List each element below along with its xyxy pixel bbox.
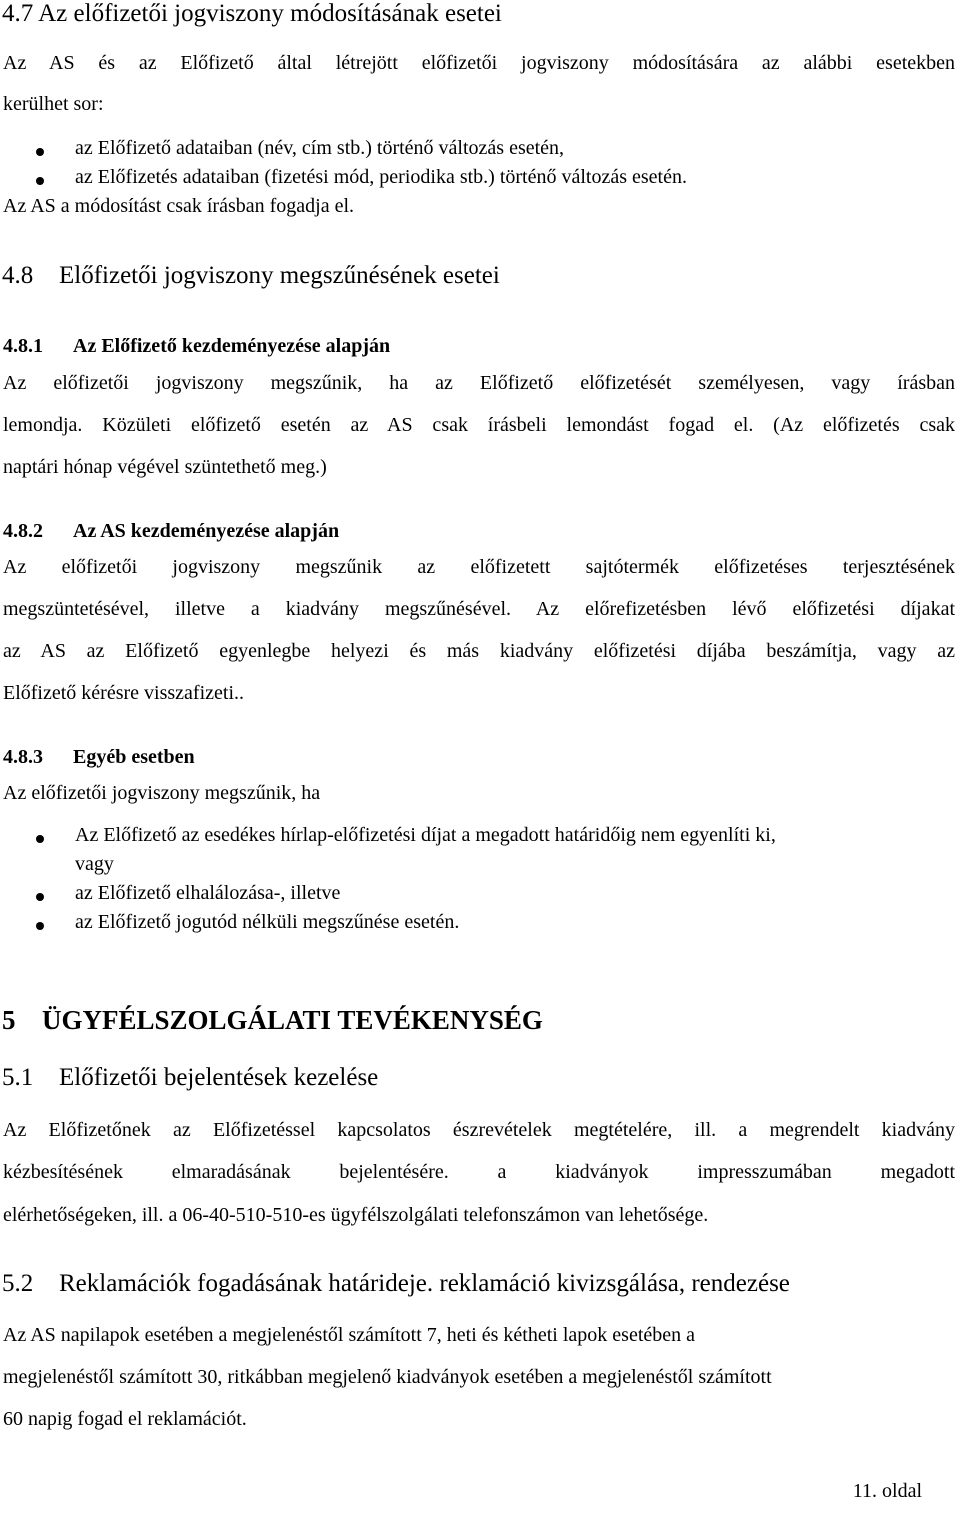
list-item: az Előfizető elhalálozása-, illetve: [75, 882, 341, 904]
paragraph-line: megszüntetésével, illetve a kiadvány megszűnésével. Az előrefizetésben lévő előfizetési díjakat: [3, 598, 955, 620]
paragraph-line: Az AS napilapok esetében a megjelenéstől számított 7, heti és kétheti lapok esetében a: [3, 1324, 696, 1346]
section-4-7-intro-line: Az AS és az Előfizető által létrejött előfizetői jogviszony módosítására az alábbi esetekben: [3, 52, 955, 74]
section-5-1-heading: [2, 1064, 378, 1092]
paragraph-line: naptári hónap végével szüntethető meg.): [3, 456, 327, 478]
paragraph-line: megjelenéstől számított 30, ritkábban megjelenő kiadványok esetében a megjelenéstől számított: [3, 1366, 772, 1388]
bullet-icon: [36, 835, 44, 843]
section-5-2-heading: [2, 1270, 790, 1298]
section-4-8-2-heading: [3, 520, 339, 543]
section-number: 5: [2, 1005, 16, 1035]
section-number: 4.8: [2, 262, 34, 289]
section-number: 4.8.3: [3, 746, 43, 768]
paragraph-line: Az Előfizetőnek az Előfizetéssel kapcsolatos észrevételek megtételére, ill. a megrendelt kiadvány: [3, 1119, 955, 1141]
section-4-8-3-heading: [3, 746, 195, 769]
section-number: 4.8.1: [3, 335, 43, 357]
bullet-icon: [36, 922, 44, 930]
bullet-icon: [36, 893, 44, 901]
list-item: Az Előfizető az esedékes hírlap-előfizetési díjat a megadott határidőig nem egyenlíti ki,: [75, 824, 776, 846]
paragraph-line: lemondja. Közületi előfizető esetén az AS csak írásbeli lemondást fogad el. (Az előfizetés csak: [3, 414, 955, 436]
bullet-icon: [36, 148, 44, 156]
paragraph-line: 60 napig fogad el reklamációt.: [3, 1408, 247, 1430]
page-number: 11. oldal: [852, 1480, 922, 1502]
section-title: Az AS kezdeményezése alapján: [73, 520, 340, 542]
list-item: az Előfizető jogutód nélküli megszűnése esetén.: [75, 911, 460, 933]
bullet-icon: [36, 177, 44, 185]
section-4-7-intro-line: kerülhet sor:: [3, 93, 104, 115]
section-5-heading: [2, 1005, 543, 1036]
section-title: Előfizetői jogviszony megszűnésének esetei: [59, 262, 500, 289]
paragraph-line: elérhetőségeken, ill. a 06-40-510-510-es ügyfélszolgálati telefonszámon van lehetősége.: [3, 1204, 709, 1226]
section-title: ÜGYFÉLSZOLGÁLATI TEVÉKENYSÉG: [42, 1005, 543, 1035]
paragraph-line: Az előfizetői jogviszony megszűnik az előfizetett sajtótermék előfizetéses terjesztésének: [3, 556, 955, 578]
paragraph-line: Előfizető kérésre visszafizeti..: [3, 682, 244, 704]
list-item: az Előfizetés adataiban (fizetési mód, periodika stb.) történő változás esetén.: [75, 166, 687, 188]
section-title: Egyéb esetben: [73, 746, 195, 768]
section-title: Az Előfizető kezdeményezése alapján: [73, 335, 391, 357]
list-item-continuation: vagy: [75, 853, 114, 875]
section-4-8-1-heading: [3, 335, 390, 358]
list-item: az Előfizető adataiban (név, cím stb.) történő változás esetén,: [75, 137, 565, 159]
section-number: 5.2: [2, 1270, 34, 1297]
paragraph-line: Az előfizetői jogviszony megszűnik, ha: [3, 782, 321, 804]
paragraph-line: Az előfizetői jogviszony megszűnik, ha az Előfizető előfizetését személyesen, vagy írásban: [3, 372, 955, 394]
section-title: Előfizetői bejelentések kezelése: [59, 1064, 379, 1091]
paragraph-line: az AS az Előfizető egyenlegbe helyezi és más kiadvány előfizetési díjába beszámítja, vagy az: [3, 640, 955, 662]
section-number: 5.1: [2, 1064, 34, 1091]
section-4-7-heading: 4.7 Az előfizetői jogviszony módosításának esetei: [2, 0, 502, 27]
section-title: Reklamációk fogadásának határideje. reklamáció kivizsgálása, rendezése: [59, 1270, 790, 1297]
section-number: 4.8.2: [3, 520, 43, 542]
paragraph-line: kézbesítésének elmaradásának bejelentésére. a kiadványok impresszumában megadott: [3, 1161, 955, 1183]
section-4-8-heading: [2, 262, 500, 290]
section-4-7-closing: Az AS a módosítást csak írásban fogadja el.: [3, 195, 355, 217]
